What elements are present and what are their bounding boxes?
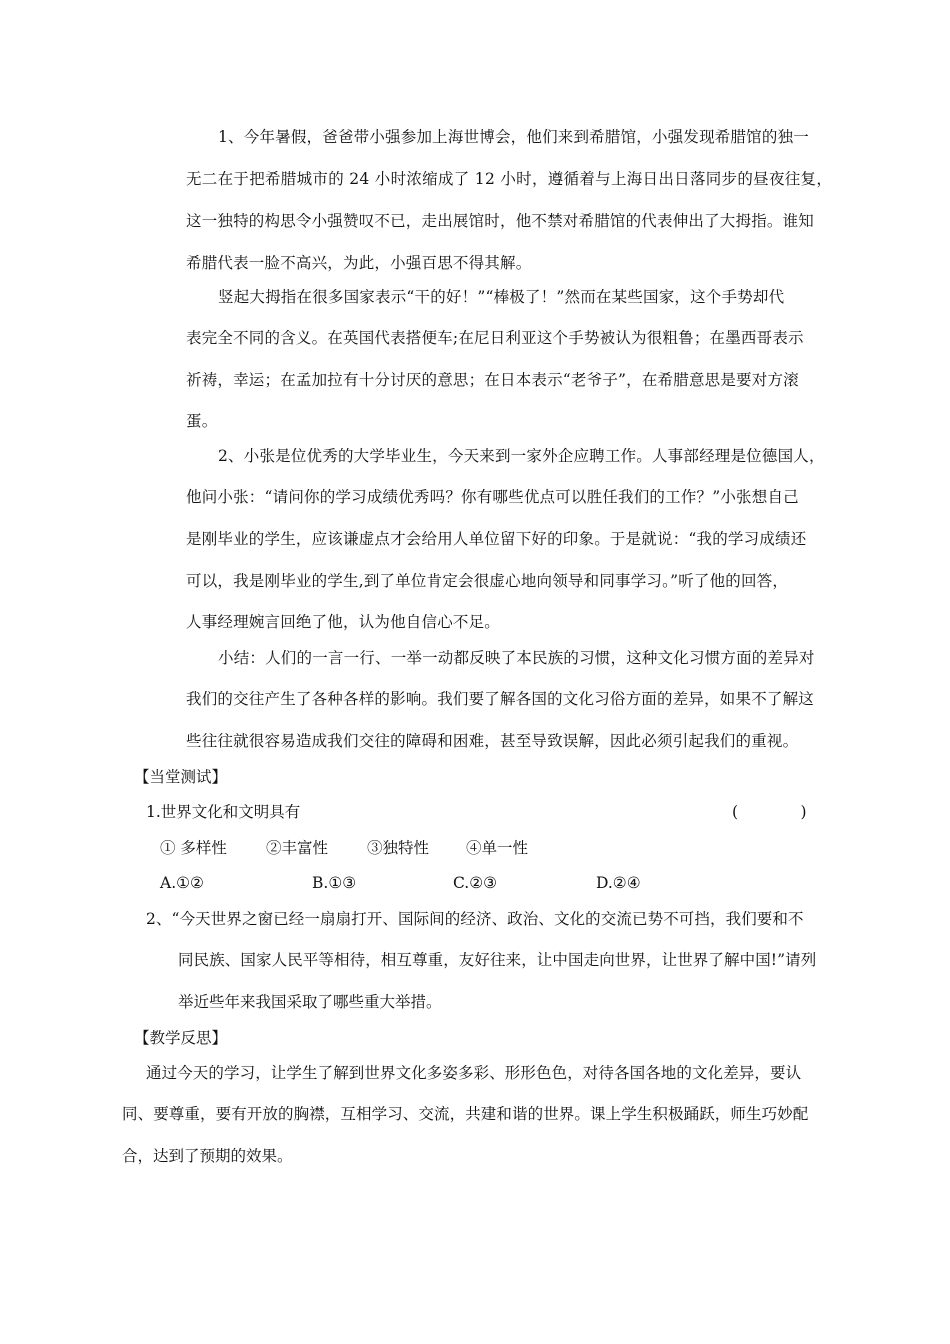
question-1-item-4: ④单一性 [466, 839, 529, 857]
case2-line-1: 2、小张是位优秀的大学毕业生，今天来到一家外企应聘工作。人事部经理是位德国人， [218, 447, 825, 465]
case1-line-4: 希腊代表一脸不高兴，为此，小强百思不得其解。 [186, 254, 532, 272]
choice-a: A.①② [160, 874, 204, 892]
summary-line-3: 些往往就很容易造成我们交往的障碍和困难，甚至导致误解，因此必须引起我们的重视。 [186, 732, 799, 750]
explanation-line-2: 表完全不同的含义。在英国代表搭便车;在尼日利亚这个手势被认为很粗鲁；在墨西哥表示 [186, 329, 804, 347]
question-1-item-2: ②丰富性 [266, 839, 329, 857]
summary-line-2: 我们的交往产生了各种各样的影响。我们要了解各国的文化习俗方面的差异，如果不了解这 [186, 690, 815, 708]
question-1-answer-paren: ( ) [732, 803, 811, 821]
reflection-line-1: 通过今天的学习，让学生了解到世界文化多姿多彩、形形色色，对待各国各地的文化差异，要认 [146, 1064, 802, 1082]
question-2-line-2: 同民族、国家人民平等相待，相互尊重，友好往来，让中国走向世界，让世界了解中国!”请列 [178, 951, 817, 969]
case1-line-3: 这一独特的构思令小强赞叹不已，走出展馆时，他不禁对希腊馆的代表伸出了大拇指。谁知 [186, 212, 815, 230]
case1-line-2: 无二在于把希腊城市的 24 小时浓缩成了 12 小时，遵循着与上海日出日落同步的昼夜往复， [186, 170, 833, 188]
case2-line-3: 是刚毕业的学生，应该谦虚点才会给用人单位留下好的印象。于是就说：“我的学习成绩还 [186, 530, 807, 548]
question-1-stem: 1.世界文化和文明具有 [146, 803, 301, 821]
summary-line-1: 小结：人们的一言一行、一举一动都反映了本民族的习惯，这种文化习惯方面的差异对 [218, 649, 815, 667]
question-1-item-3: ③独特性 [367, 839, 430, 857]
case2-line-4: 可以，我是刚毕业的学生,到了单位肯定会很虚心地向领导和同事学习。”听了他的回答， [186, 572, 789, 590]
explanation-line-3: 祈祷，幸运；在孟加拉有十分讨厌的意思；在日本表示“老爷子”，在希腊意思是要对方滚 [186, 371, 799, 389]
reflection-heading: 【教学反思】 [134, 1029, 228, 1047]
reflection-line-3: 合，达到了预期的效果。 [122, 1147, 293, 1165]
case2-line-2: 他问小张：“请问你的学习成绩优秀吗？你有哪些优点可以胜任我们的工作？”小张想自己 [186, 488, 799, 506]
reflection-line-2: 同、要尊重，要有开放的胸襟，互相学习、交流，共建和谐的世界。课上学生积极踊跃，师生巧妙配 [122, 1105, 809, 1123]
explanation-line-1: 竖起大拇指在很多国家表示“干的好！”“棒极了！”然而在某些国家，这个手势却代 [218, 288, 785, 306]
question-2-line-1: 2、“今天世界之窗已经一扇扇打开、国际间的经济、政治、文化的交流已势不可挡，我们要和不 [146, 910, 804, 928]
question-1-item-1: ① 多样性 [160, 839, 227, 857]
choice-b: B.①③ [312, 874, 357, 892]
choice-d: D.②④ [596, 874, 641, 892]
case1-line-1: 1、今年暑假，爸爸带小强参加上海世博会，他们来到希腊馆，小强发现希腊馆的独一 [218, 128, 809, 146]
question-2-line-3: 举近些年来我国采取了哪些重大举措。 [178, 993, 442, 1011]
test-heading: 【当堂测试】 [134, 768, 228, 786]
choice-c: C.②③ [453, 874, 498, 892]
case2-line-5: 人事经理婉言回绝了他，认为他自信心不足。 [186, 613, 501, 631]
explanation-line-4: 蛋。 [186, 412, 218, 430]
